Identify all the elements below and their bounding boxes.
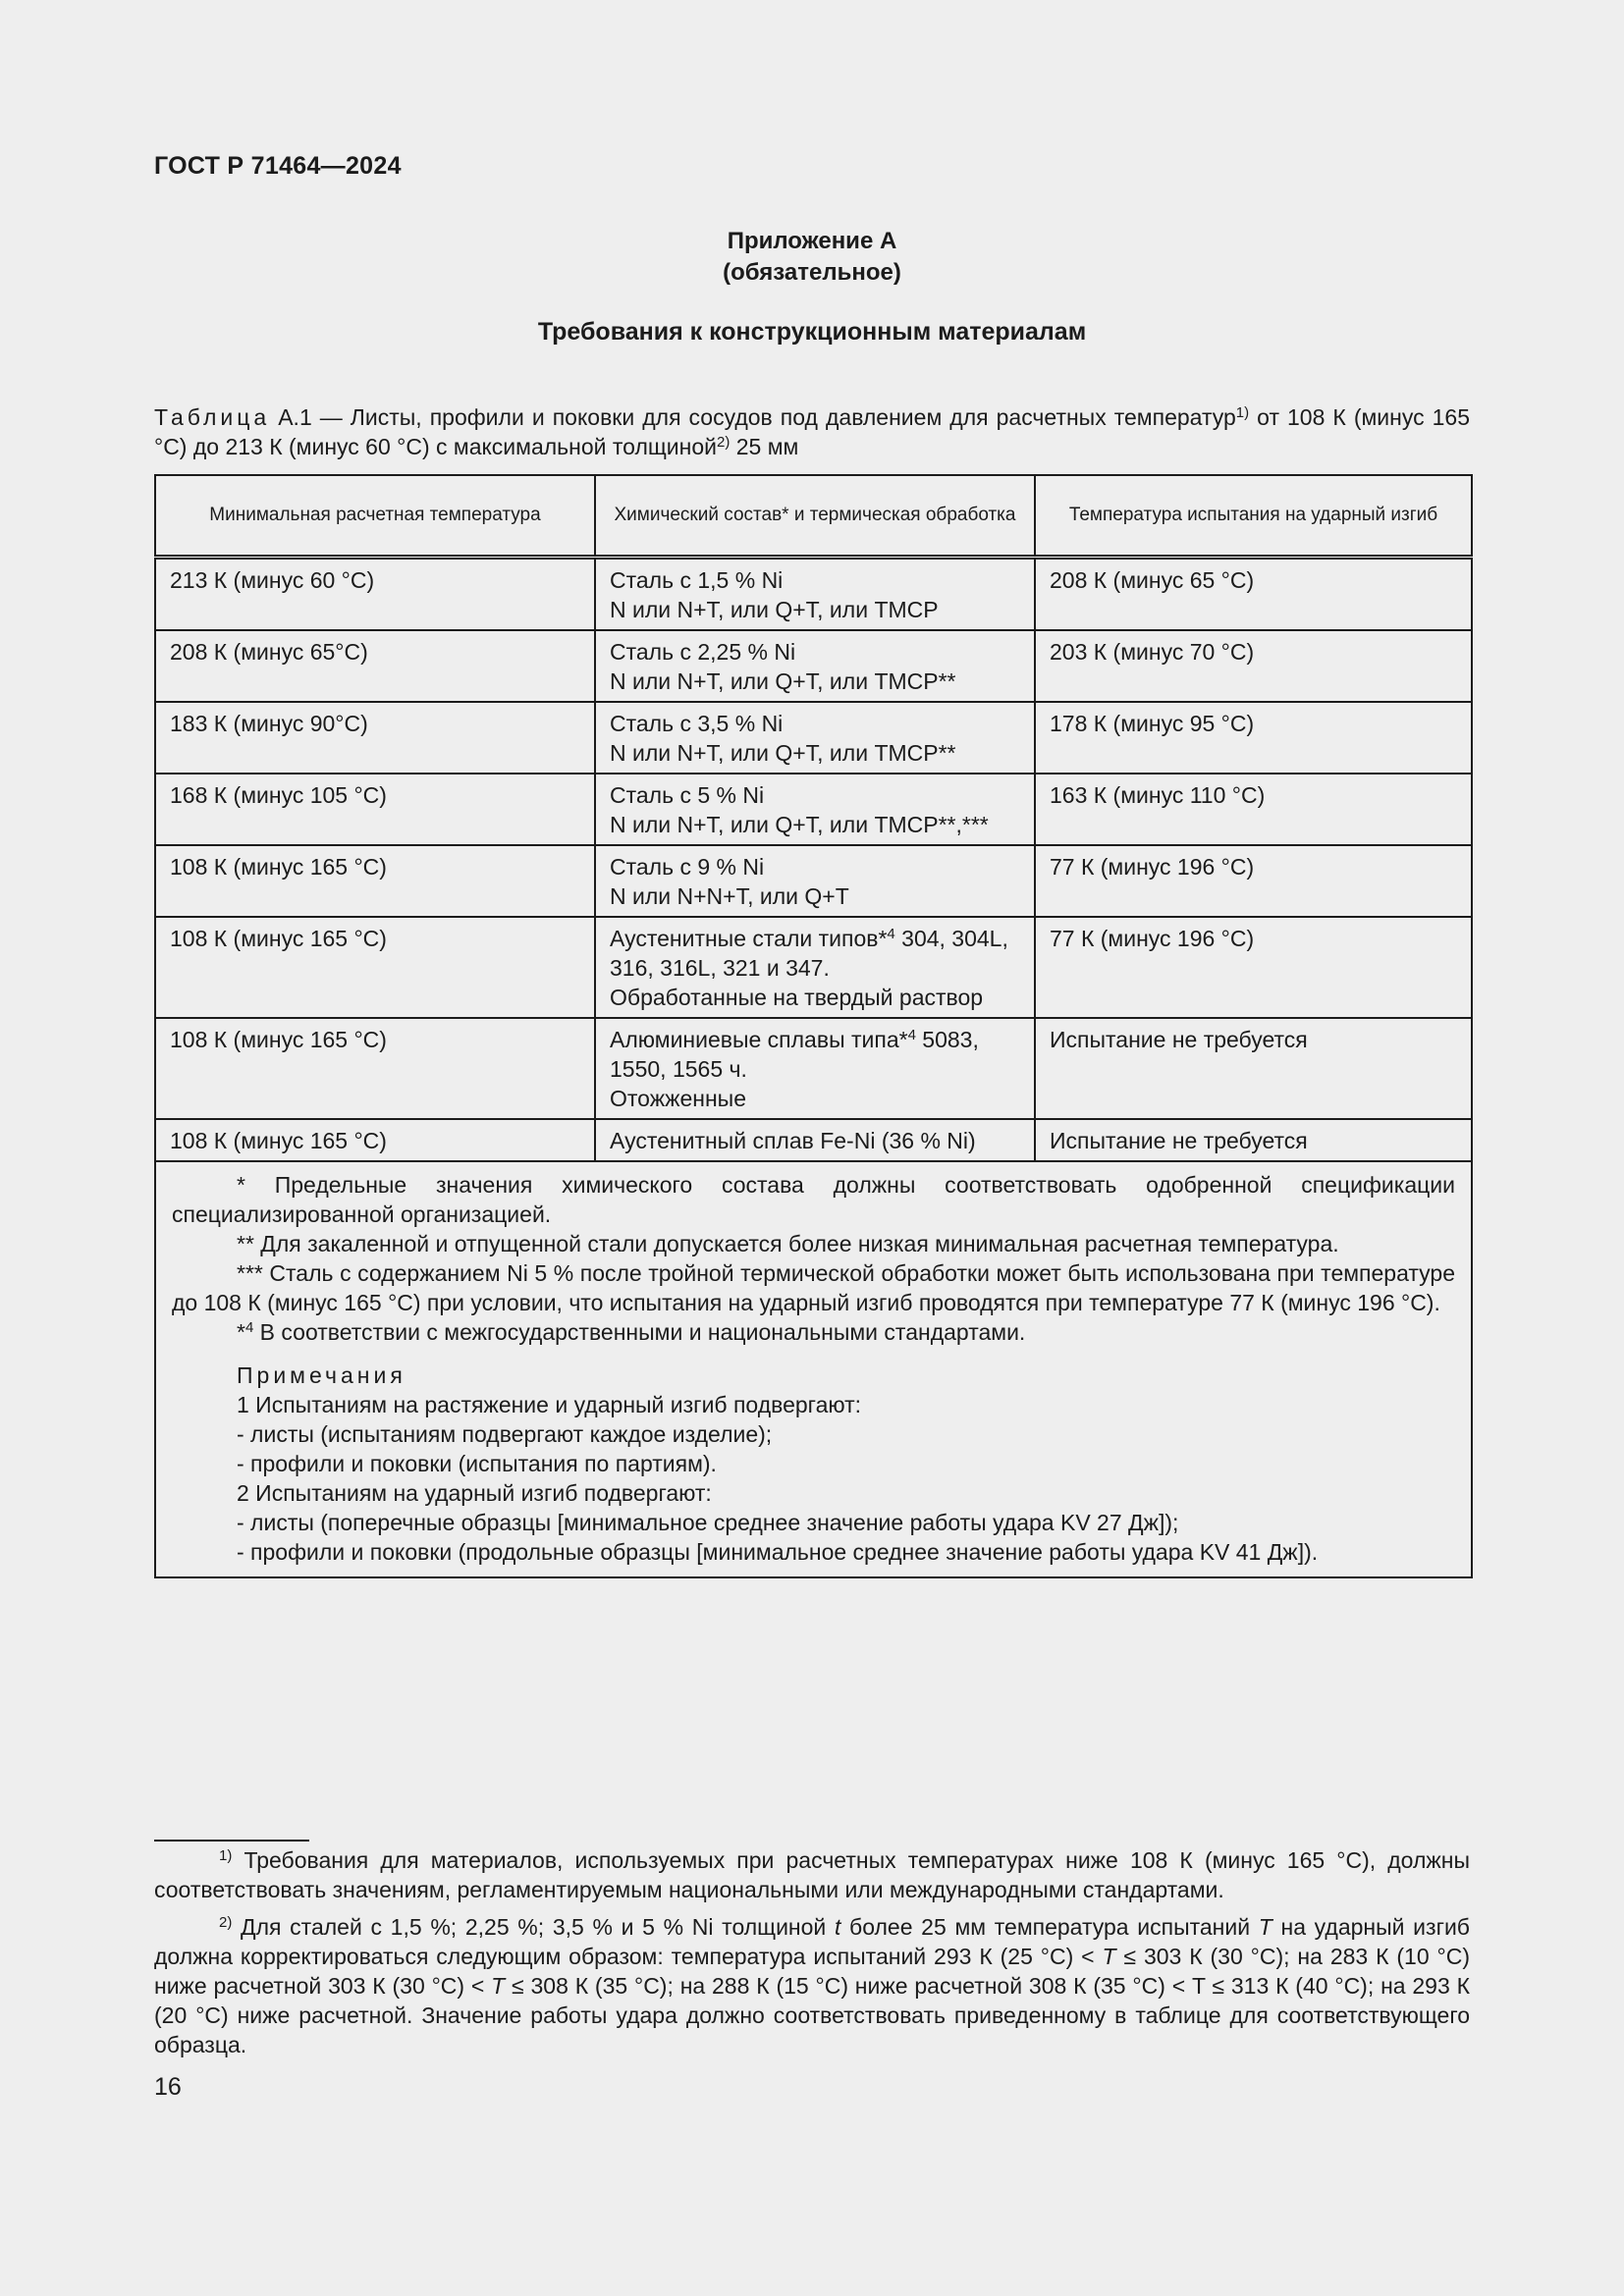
footnote-ref: 4 — [244, 1318, 254, 1336]
footnote-text: более 25 мм температура испытаний — [840, 1914, 1259, 1940]
composition-cell — [595, 1018, 1035, 1119]
table-footnote — [172, 1317, 1455, 1347]
table-caption-text: 25 мм — [730, 434, 799, 459]
footnote-ref: 1) — [219, 1846, 233, 1864]
annex-title: Приложение А — [727, 228, 897, 254]
table-caption-prefix: Таблица — [154, 404, 271, 430]
min-temp-cell: 208 К (минус 65°C) — [155, 630, 595, 702]
composition-line: Аустенитный сплав Fe-Ni (36 % Ni) — [610, 1128, 976, 1153]
note-line: 2 Испытаниям на ударный изгиб подвергают: — [237, 1480, 712, 1506]
test-temp-cell: 163 К (минус 110 °C) — [1035, 774, 1472, 845]
table-footnote: ** Для закаленной и отпущенной стали допускается более низкая минимальная расчетная температура. — [237, 1231, 1339, 1256]
annex-status: (обязательное) — [723, 259, 901, 286]
document-code: ГОСТ Р 71464—2024 — [154, 152, 402, 180]
notes-heading: Примечания — [237, 1362, 406, 1388]
footnote-symbol: t — [834, 1914, 841, 1940]
note-line: - профили и поковки (испытания по партиям). — [237, 1451, 717, 1476]
footnote-text: Для сталей с 1,5 %; 2,25 %; 3,5 % и 5 % Ni толщиной — [232, 1914, 835, 1940]
table-notes-row — [155, 1161, 1472, 1577]
composition-cell — [595, 630, 1035, 702]
materials-table — [154, 474, 1473, 1578]
footnote-text: ≤ 308 К (35 °C); на 288 К (15 °C) ниже расчетной 308 К (35 °C) < T ≤ 313 К (40 °C); на 293 К (20 °C) ниже расчетной. Значение работы удара должно соответствовать приведенному в таблице для соответствующего образца. — [154, 1973, 1470, 2057]
test-temp-cell: 208 К (минус 65 °C) — [1035, 558, 1472, 631]
table-row — [155, 630, 1472, 702]
note-line: - листы (испытаниям подвергают каждое изделие); — [237, 1421, 773, 1447]
table-row — [155, 845, 1472, 917]
composition-cell — [595, 702, 1035, 774]
footnote-divider — [154, 1840, 309, 1842]
composition-cell — [595, 845, 1035, 917]
footnote-ref: 2) — [219, 1913, 233, 1931]
test-temp-cell: Испытание не требуется — [1035, 1119, 1472, 1161]
composition-line: Сталь с 1,5 % Ni — [610, 567, 784, 593]
footnote-text: Требования для материалов, используемых при расчетных температурах ниже 108 К (минус 165 °C), должны соответствовать значениям, регламентируемым национальными или международными стандартами. — [154, 1847, 1470, 1902]
composition-line: N или N+T, или Q+T, или TMCP**,*** — [610, 812, 989, 837]
footnote-mark: * — [237, 1319, 245, 1345]
page-footnotes — [154, 1845, 1470, 2067]
page-number: 16 — [154, 2073, 182, 2101]
page-footnote-1 — [154, 1845, 1470, 1904]
composition-text: 5083, 1550, 1565 ч. — [610, 1027, 979, 1082]
min-temp-cell: 168 К (минус 105 °C) — [155, 774, 595, 845]
composition-line: Сталь с 2,25 % Ni — [610, 639, 796, 665]
table-caption — [154, 402, 1470, 461]
footnote-symbol: T — [1102, 1944, 1116, 1969]
column-header-composition: Химический состав* и термическая обработка — [595, 475, 1035, 558]
table-header-row — [155, 475, 1472, 558]
page-footnote-2 — [154, 1912, 1470, 2059]
table-caption-text: от 108 К (минус 165 °C) до 213 К (минус 60 °C) с максимальной толщиной — [154, 404, 1471, 459]
min-temp-cell: 108 К (минус 165 °C) — [155, 917, 595, 1018]
test-temp-cell: 203 К (минус 70 °C) — [1035, 630, 1472, 702]
section-title: Требования к конструкционным материалам — [537, 318, 1087, 346]
min-temp-cell: 108 К (минус 165 °C) — [155, 1119, 595, 1161]
note-line: 1 Испытаниям на растяжение и ударный изгиб подвергают: — [237, 1392, 862, 1417]
annex-heading — [0, 226, 1624, 289]
footnote-text: В соответствии с межгосударственными и национальными стандартами. — [253, 1319, 1026, 1345]
composition-cell — [595, 558, 1035, 631]
composition-line: N или N+T, или Q+T, или TMCP** — [610, 740, 956, 766]
min-temp-cell: 108 К (минус 165 °C) — [155, 1018, 595, 1119]
note-line: - профили и поковки (продольные образцы [минимальное среднее значение работы удара KV 41 Дж]). — [237, 1539, 1319, 1565]
test-temp-cell: 77 К (минус 196 °C) — [1035, 917, 1472, 1018]
column-header-test-temp: Температура испытания на ударный изгиб — [1035, 475, 1472, 558]
table-row — [155, 702, 1472, 774]
footnote-ref: 2) — [717, 433, 731, 451]
composition-cell — [595, 1119, 1035, 1161]
min-temp-cell: 213 К (минус 60 °C) — [155, 558, 595, 631]
footnote-symbol: T — [1258, 1914, 1272, 1940]
footnote-ref: 4 — [907, 1026, 916, 1043]
table-caption-text: А.1 — Листы, профили и поковки для сосудов под давлением для расчетных температур — [278, 404, 1236, 430]
note-line: - листы (поперечные образцы [минимальное среднее значение работы удара KV 27 Дж]); — [237, 1510, 1179, 1535]
table-row — [155, 558, 1472, 631]
composition-line: Отожженные — [610, 1086, 746, 1111]
table-row — [155, 1119, 1472, 1161]
table-row — [155, 917, 1472, 1018]
composition-line: N или N+N+T, или Q+T — [610, 883, 849, 909]
footnote-ref: 1) — [1235, 403, 1250, 421]
min-temp-cell: 183 К (минус 90°C) — [155, 702, 595, 774]
min-temp-cell: 108 К (минус 165 °C) — [155, 845, 595, 917]
composition-line: Сталь с 5 % Ni — [610, 782, 765, 808]
table-row — [155, 1018, 1472, 1119]
composition-line: Сталь с 9 % Ni — [610, 854, 765, 880]
composition-text: Аустенитные стали типов* — [610, 926, 888, 951]
test-temp-cell: 178 К (минус 95 °C) — [1035, 702, 1472, 774]
composition-cell — [595, 774, 1035, 845]
table-row — [155, 774, 1472, 845]
composition-text: Алюминиевые сплавы типа* — [610, 1027, 908, 1052]
column-header-min-temp: Минимальная расчетная температура — [155, 475, 595, 558]
table-footnote: * Предельные значения химического состава должны соответствовать одобренной спецификации специализированной организацией. — [172, 1172, 1455, 1227]
test-temp-cell: Испытание не требуется — [1035, 1018, 1472, 1119]
composition-cell — [595, 917, 1035, 1018]
table-notes-cell — [155, 1161, 1472, 1577]
footnote-text: ≤ 303 К (30 °C); на 283 К (10 °C) ниже расчетной 303 К (30 °C) < — [154, 1944, 1470, 1999]
table-footnote: *** Сталь с содержанием Ni 5 % после тройной термической обработки может быть использована при температуре до 108 К (минус 165 °C) при условии, что испытания на ударный изгиб проводятся при температуре 77 К (минус 196 °C). — [172, 1260, 1455, 1315]
footnote-ref: 4 — [887, 925, 895, 942]
composition-line: Обработанные на твердый раствор — [610, 985, 984, 1010]
composition-line: N или N+T, или Q+T, или TMCP — [610, 597, 939, 622]
composition-line: N или N+T, или Q+T, или TMCP** — [610, 668, 956, 694]
footnote-text: на ударный изгиб должна корректироваться следующим образом: температура испытаний 293 К (25 °C) < — [154, 1914, 1470, 1969]
footnote-symbol: T — [491, 1973, 506, 1999]
test-temp-cell: 77 К (минус 196 °C) — [1035, 845, 1472, 917]
composition-text: 304, 304L, 316, 316L, 321 и 347. — [610, 926, 1008, 981]
composition-line: Сталь с 3,5 % Ni — [610, 711, 784, 736]
